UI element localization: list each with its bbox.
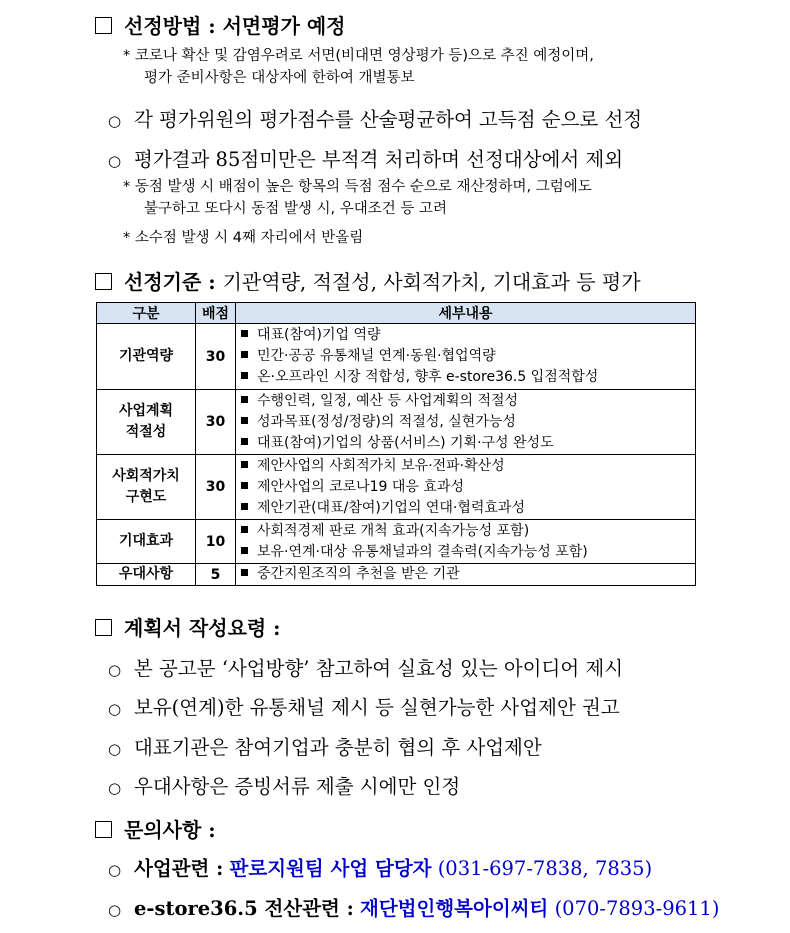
row-details: 중간지원조직의 추천을 받은 기관 bbox=[236, 564, 696, 586]
table-row bbox=[97, 324, 696, 390]
contact-business: ○ 사업관련 : 판로지원팀 사업 담당자 (031-697-7838, 7835) bbox=[108, 857, 653, 880]
row-points: 30 bbox=[196, 455, 236, 520]
section-selection-criteria: 선정기준 : 기관역량, 적절성, 사회적가치, 기대효과 등 평가 bbox=[95, 266, 641, 295]
section-title: 문의사항 : bbox=[124, 818, 216, 842]
square-bullet-icon bbox=[241, 569, 248, 576]
contact-phone: (031-697-7838, 7835) bbox=[437, 857, 653, 880]
circle-bullet-icon: ○ bbox=[108, 740, 122, 758]
square-bullet-icon bbox=[241, 438, 248, 445]
checkbox-square-icon bbox=[95, 273, 112, 290]
section-selection-method bbox=[95, 10, 345, 39]
header-category: 구분 bbox=[97, 303, 196, 324]
plan-item: ○ 우대사항은 증빙서류 제출 시에만 인정 bbox=[108, 775, 461, 798]
circle-bullet-icon: ○ bbox=[108, 779, 122, 797]
square-bullet-icon bbox=[241, 396, 248, 403]
contact-phone: (070-7893-9611) bbox=[554, 897, 720, 920]
contact-name: 재단법인행복아이씨티 bbox=[360, 897, 549, 920]
section-inquiries bbox=[95, 814, 216, 843]
table-row bbox=[97, 564, 696, 586]
circle-bullet-icon: ○ bbox=[108, 661, 122, 679]
circle-bullet-icon: ○ bbox=[108, 700, 122, 718]
square-bullet-icon bbox=[241, 417, 248, 424]
section-title: 계획서 작성요령 : bbox=[124, 616, 281, 640]
plan-item: ○ 보유(연계)한 유통채널 제시 등 실현가능한 사업제안 권고 bbox=[108, 696, 620, 719]
table-row bbox=[97, 455, 696, 520]
plan-item: ○ 대표기관은 참여기업과 충분히 협의 후 사업제안 bbox=[108, 736, 542, 759]
row-details: 수행인력, 일정, 예산 등 사업계획의 적절성 성과목표(정성/정량)의 적절성, 실현가능성 대표(참여)기업의 상품(서비스) 기획·구성 완성도 bbox=[236, 390, 696, 455]
checkbox-square-icon bbox=[95, 619, 112, 636]
square-bullet-icon bbox=[241, 372, 248, 379]
square-bullet-icon bbox=[241, 503, 248, 510]
square-bullet-icon bbox=[241, 330, 248, 337]
row-points: 5 bbox=[196, 564, 236, 586]
row-details: 대표(참여)기업 역량 민간·공공 유통채널 연계·동원·협업역량 온·오프라인 시장 적합성, 향후 e-store36.5 입점적합성 bbox=[236, 324, 696, 390]
note-rounding: * 소수점 발생 시 4째 자리에서 반올림 bbox=[123, 230, 364, 246]
square-bullet-icon bbox=[241, 351, 248, 358]
square-bullet-icon bbox=[241, 482, 248, 489]
note-line: * 동점 발생 시 배점이 높은 항목의 득점 점수 순으로 재산정하며, 그럼에도 bbox=[123, 179, 592, 195]
note-line: 평가 준비사항은 대상자에 한하여 개별통보 bbox=[144, 70, 415, 86]
contact-name: 판로지원팀 사업 담당자 bbox=[229, 857, 432, 880]
contact-it: ○ e-store36.5 전산관련 : 재단법인행복아이씨티 (070-7893-9611) bbox=[108, 897, 720, 920]
square-bullet-icon bbox=[241, 461, 248, 468]
section-title: 선정기준 : bbox=[124, 270, 216, 294]
row-category: 사업계획 적절성 bbox=[97, 390, 196, 455]
table-row bbox=[97, 520, 696, 564]
header-details: 세부내용 bbox=[236, 303, 696, 324]
table-header-row bbox=[97, 303, 696, 324]
row-details: 사회적경제 판로 개척 효과(지속가능성 포함) 보유·연계·대상 유통채널과의 결속력(지속가능성 포함) bbox=[236, 520, 696, 564]
circle-bullet-icon: ○ bbox=[108, 901, 122, 919]
header-points: 배점 bbox=[196, 303, 236, 324]
row-category: 기대효과 bbox=[97, 520, 196, 564]
square-bullet-icon bbox=[241, 547, 248, 554]
note-tie bbox=[123, 176, 592, 220]
table-row bbox=[97, 390, 696, 455]
checkbox-square-icon bbox=[95, 821, 112, 838]
row-points: 30 bbox=[196, 390, 236, 455]
section-plan-guidelines bbox=[95, 612, 281, 641]
row-details: 제안사업의 사회적가치 보유·전파·확산성 제안사업의 코로나19 대응 효과성 제안기관(대표/참여)기업의 연대·협력효과성 bbox=[236, 455, 696, 520]
circle-bullet-icon: ○ bbox=[108, 152, 122, 170]
row-category: 기관역량 bbox=[97, 324, 196, 390]
row-category: 사회적가치 구현도 bbox=[97, 455, 196, 520]
circle-bullet-icon: ○ bbox=[108, 861, 122, 879]
circle-bullet-icon: ○ bbox=[108, 112, 122, 130]
note-corona bbox=[123, 45, 594, 89]
square-bullet-icon bbox=[241, 526, 248, 533]
checkbox-square-icon bbox=[95, 17, 112, 34]
criteria-table bbox=[96, 302, 696, 586]
section-title: 선정방법 : 서면평가 예정 bbox=[124, 14, 346, 38]
note-line: 불구하고 또다시 동점 발생 시, 우대조건 등 고려 bbox=[144, 201, 448, 217]
row-points: 10 bbox=[196, 520, 236, 564]
plan-item: ○ 본 공고문 ‘사업방향’ 참고하여 실효성 있는 아이디어 제시 bbox=[108, 657, 624, 680]
note-line: * 코로나 확산 및 감염우려로 서면(비대면 영상평가 등)으로 추진 예정이며, bbox=[123, 48, 594, 64]
row-points: 30 bbox=[196, 324, 236, 390]
row-category: 우대사항 bbox=[97, 564, 196, 586]
bullet-cutoff: ○ 평가결과 85점미만은 부적격 처리하며 선정대상에서 제외 bbox=[108, 148, 624, 171]
bullet-average: ○ 각 평가위원의 평가점수를 산술평균하여 고득점 순으로 선정 bbox=[108, 108, 643, 131]
